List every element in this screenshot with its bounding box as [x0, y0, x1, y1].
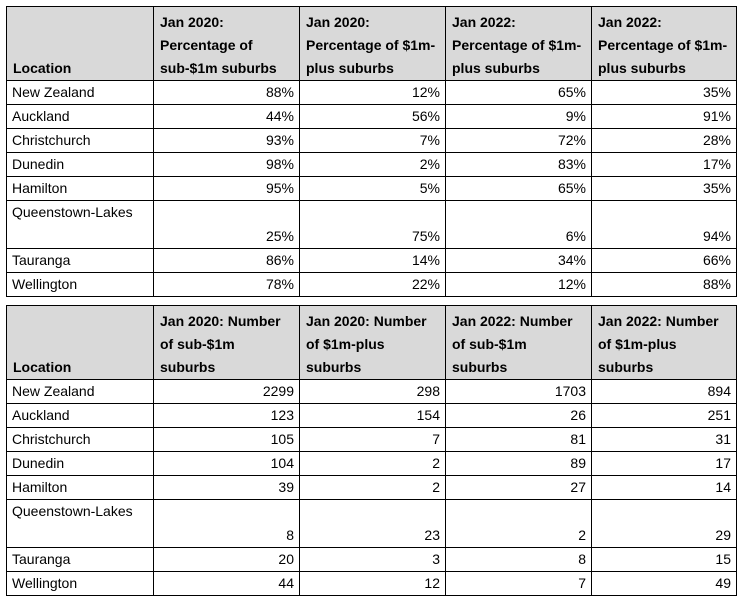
column-header: Jan 2020: Number of sub-$1m suburbs: [154, 306, 300, 380]
location-cell: New Zealand: [7, 81, 154, 105]
table-row: [7, 81, 737, 105]
value-cell: 17%: [592, 153, 737, 177]
value-cell: 23: [300, 500, 446, 548]
value-cell: 49: [592, 572, 737, 596]
value-cell: 35%: [592, 177, 737, 201]
value-cell: 6%: [446, 201, 592, 249]
table-row: [7, 500, 737, 548]
column-header: Jan 2022: Percentage of $1m-plus suburbs: [592, 7, 737, 81]
value-cell: 7: [300, 428, 446, 452]
table-row: [7, 548, 737, 572]
value-cell: 1703: [446, 380, 592, 404]
value-cell: 78%: [154, 273, 300, 297]
value-cell: 15: [592, 548, 737, 572]
value-cell: 20: [154, 548, 300, 572]
location-cell: Queenstown-Lakes: [7, 201, 154, 249]
value-cell: 35%: [592, 81, 737, 105]
table-row: [7, 273, 737, 297]
column-header: Jan 2022: Number of $1m-plus suburbs: [592, 306, 737, 380]
location-cell: Hamilton: [7, 177, 154, 201]
location-cell: Christchurch: [7, 428, 154, 452]
value-cell: 72%: [446, 129, 592, 153]
location-cell: Hamilton: [7, 476, 154, 500]
column-header: Location: [7, 7, 154, 81]
table-row: [7, 428, 737, 452]
value-cell: 95%: [154, 177, 300, 201]
value-cell: 66%: [592, 249, 737, 273]
table-row: [7, 249, 737, 273]
column-header: Location: [7, 306, 154, 380]
value-cell: 123: [154, 404, 300, 428]
value-cell: 44: [154, 572, 300, 596]
value-cell: 2: [446, 500, 592, 548]
count-table: [6, 305, 737, 596]
table-row: [7, 153, 737, 177]
value-cell: 2: [300, 452, 446, 476]
location-cell: Tauranga: [7, 249, 154, 273]
value-cell: 27: [446, 476, 592, 500]
value-cell: 154: [300, 404, 446, 428]
table-row: [7, 129, 737, 153]
value-cell: 894: [592, 380, 737, 404]
column-header: Jan 2022: Percentage of $1m-plus suburbs: [446, 7, 592, 81]
location-cell: Auckland: [7, 105, 154, 129]
location-cell: Dunedin: [7, 452, 154, 476]
value-cell: 25%: [154, 201, 300, 249]
location-cell: Queenstown-Lakes: [7, 500, 154, 548]
table-row: [7, 476, 737, 500]
value-cell: 89: [446, 452, 592, 476]
table-row: [7, 452, 737, 476]
value-cell: 104: [154, 452, 300, 476]
value-cell: 56%: [300, 105, 446, 129]
value-cell: 44%: [154, 105, 300, 129]
value-cell: 28%: [592, 129, 737, 153]
value-cell: 7: [446, 572, 592, 596]
value-cell: 9%: [446, 105, 592, 129]
value-cell: 93%: [154, 129, 300, 153]
value-cell: 105: [154, 428, 300, 452]
value-cell: 65%: [446, 177, 592, 201]
value-cell: 75%: [300, 201, 446, 249]
value-cell: 88%: [154, 81, 300, 105]
location-cell: New Zealand: [7, 380, 154, 404]
value-cell: 65%: [446, 81, 592, 105]
value-cell: 26: [446, 404, 592, 428]
table-row: [7, 201, 737, 249]
value-cell: 14%: [300, 249, 446, 273]
location-cell: Wellington: [7, 572, 154, 596]
column-header: Jan 2020: Number of $1m-plus suburbs: [300, 306, 446, 380]
value-cell: 34%: [446, 249, 592, 273]
value-cell: 12%: [446, 273, 592, 297]
value-cell: 83%: [446, 153, 592, 177]
location-cell: Christchurch: [7, 129, 154, 153]
column-header: Jan 2020: Percentage of sub-$1m suburbs: [154, 7, 300, 81]
value-cell: 31: [592, 428, 737, 452]
value-cell: 81: [446, 428, 592, 452]
percentage-table: [6, 6, 737, 297]
value-cell: 22%: [300, 273, 446, 297]
value-cell: 3: [300, 548, 446, 572]
value-cell: 251: [592, 404, 737, 428]
value-cell: 39: [154, 476, 300, 500]
table-row: [7, 177, 737, 201]
value-cell: 5%: [300, 177, 446, 201]
value-cell: 2299: [154, 380, 300, 404]
value-cell: 88%: [592, 273, 737, 297]
location-cell: Dunedin: [7, 153, 154, 177]
value-cell: 8: [154, 500, 300, 548]
table-row: [7, 105, 737, 129]
column-header: Jan 2020: Percentage of $1m-plus suburbs: [300, 7, 446, 81]
table-row: [7, 404, 737, 428]
location-cell: Tauranga: [7, 548, 154, 572]
value-cell: 86%: [154, 249, 300, 273]
header-row: [7, 306, 737, 380]
value-cell: 12: [300, 572, 446, 596]
value-cell: 8: [446, 548, 592, 572]
value-cell: 17: [592, 452, 737, 476]
table-row: [7, 572, 737, 596]
value-cell: 98%: [154, 153, 300, 177]
value-cell: 14: [592, 476, 737, 500]
value-cell: 7%: [300, 129, 446, 153]
value-cell: 2%: [300, 153, 446, 177]
value-cell: 298: [300, 380, 446, 404]
value-cell: 29: [592, 500, 737, 548]
location-cell: Auckland: [7, 404, 154, 428]
value-cell: 2: [300, 476, 446, 500]
header-row: [7, 7, 737, 81]
value-cell: 94%: [592, 201, 737, 249]
value-cell: 91%: [592, 105, 737, 129]
location-cell: Wellington: [7, 273, 154, 297]
table-row: [7, 380, 737, 404]
value-cell: 12%: [300, 81, 446, 105]
column-header: Jan 2022: Number of sub-$1m suburbs: [446, 306, 592, 380]
